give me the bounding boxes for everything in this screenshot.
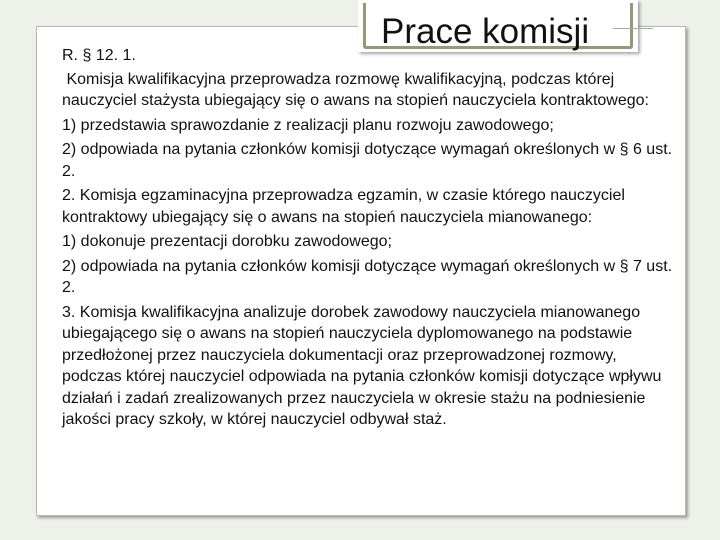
paragraph-intro: Komisja kwalifikacyjna przeprowadza rozmowę kwalifikacyjną, podczas której nauczyciel stażysta ubiegający się o awans na stopień nauczyciela kontraktowego:: [62, 70, 649, 109]
paragraph-section-3: 3. Komisja kwalifikacyjna analizuje dorobek zawodowy nauczyciela mianowanego ubiegającego się o awans na stopień nauczyciela dyplomowanego na podstawie przedłożonej przez nauczyciela dokumentacji oraz przeprowadzonej rozmowy, podczas której nauczyciel odpowiada na pytania członków komisji dotyczące wpływu działań i zadań zrealizowanych przez nauczyciela w okresie stażu na podniesienie jakości pracy szkoły, w której nauczyciel odbywał staż.: [62, 303, 662, 428]
slide-title: Prace komisji: [381, 12, 590, 51]
paragraph-section-2: 2. Komisja egzaminacyjna przeprowadza egzamin, w czasie którego nauczyciel kontraktowy ubiegający się o awans na stopień nauczyciela mianowanego:: [62, 187, 625, 226]
list-item: 1) dokonuje prezentacji dorobku zawodowego;: [62, 233, 392, 250]
decorative-line: [613, 28, 653, 29]
list-item: 2) odpowiada na pytania członków komisji dotyczące wymagań określonych w § 6 ust. 2.: [62, 141, 673, 180]
slide-content: [62, 45, 674, 431]
list-item: 2) odpowiada na pytania członków komisji dotyczące wymagań określonych w § 7 ust. 2.: [62, 257, 673, 296]
section-reference: R. § 12. 1.: [62, 47, 136, 64]
list-item: 1) przedstawia sprawozdanie z realizacji planu rozwoju zawodowego;: [62, 116, 554, 134]
